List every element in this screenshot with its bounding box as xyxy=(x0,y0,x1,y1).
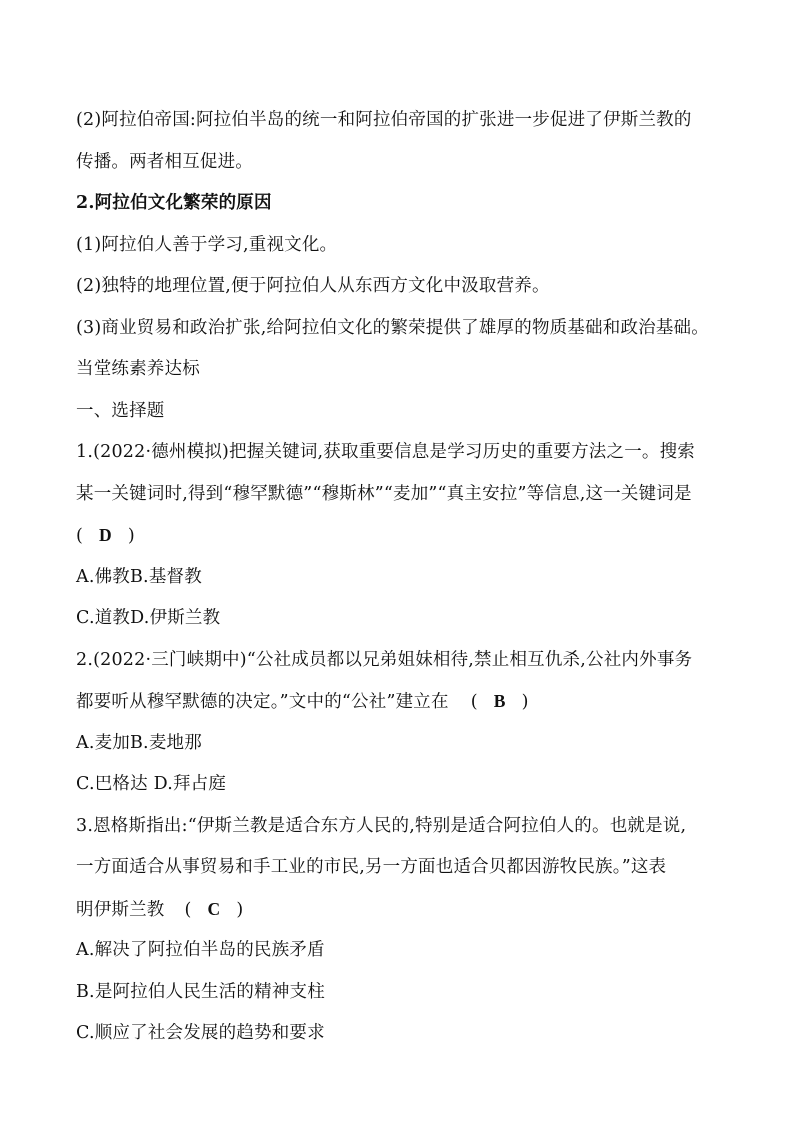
option-line: C.道教D.伊斯兰教 xyxy=(76,608,221,628)
answer-bracket-close: ) xyxy=(236,899,244,920)
list-item: (1)阿拉伯人善于学习,重视文化。 xyxy=(76,234,338,255)
paragraph-line: 传播。两者相互促进。 xyxy=(76,151,253,172)
answer-line xyxy=(76,515,736,557)
option-line: A.佛教B.基督教 xyxy=(76,566,202,587)
answer-bracket-open: ( xyxy=(184,899,192,920)
question-text-line: 某一关键词时,得到“穆罕默德”“穆斯林”“麦加”“真主安拉”等信息,这一关键词是 xyxy=(76,483,692,504)
option-line: A.解决了阿拉伯半岛的民族矛盾 xyxy=(76,940,325,960)
answer-choice: D xyxy=(99,525,112,545)
answer-bracket-open: ( xyxy=(76,526,84,546)
question-text-line: 3.恩格斯指出:“伊斯兰教是适合东方人民的,特别是适合阿拉伯人的。也就是说, xyxy=(76,815,687,836)
list-item: (3)商业贸易和政治扩张,给阿拉伯文化的繁荣提供了雄厚的物质基础和政治基础。 xyxy=(76,317,709,338)
practice-title: 当堂练素养达标 xyxy=(76,359,200,379)
option-line: B.是阿拉伯人民生活的精神支柱 xyxy=(76,981,325,1002)
question-1 xyxy=(76,432,736,640)
answer-bracket-open: ( xyxy=(470,692,478,712)
question-text-line: 2.(2022·三门峡期中)“公社成员都以兄弟姐妹相待,禁止相互仇杀,公社内外事务 xyxy=(76,649,693,670)
answer-choice: B xyxy=(493,691,506,711)
question-last-line: 都要听从穆罕默德的决定。”文中的“公社”建立在 xyxy=(76,692,449,712)
section-heading: 2.阿拉伯文化繁荣的原因 xyxy=(76,193,272,213)
answer-choice: C xyxy=(207,898,221,919)
question-2 xyxy=(76,640,736,806)
question-text-line: 1.(2022·德州模拟)把握关键词,获取重要信息是学习历史的重要方法之一。搜索 xyxy=(76,442,696,462)
option-line: C.顺应了社会发展的趋势和要求 xyxy=(76,1023,325,1043)
document-page xyxy=(76,100,736,1055)
answer-bracket-close: ) xyxy=(521,692,529,712)
question-text-line: 一方面适合从事贸易和手工业的市民,另一方面也适合贝都因游牧民族。”这表 xyxy=(76,857,667,877)
paragraph-line: (2)阿拉伯帝国:阿拉伯半岛的统一和阿拉伯帝国的扩张进一步促进了伊斯兰教的 xyxy=(76,110,692,130)
answer-bracket-close: ) xyxy=(127,526,135,546)
question-text-line xyxy=(76,889,736,931)
list-item: (2)独特的地理位置,便于阿拉伯人从东西方文化中汲取营养。 xyxy=(76,276,550,296)
question-3 xyxy=(76,806,736,1055)
question-last-line: 明伊斯兰教 xyxy=(76,899,165,920)
option-line: A.麦加B.麦地那 xyxy=(76,732,202,753)
practice-subtitle: 一、选择题 xyxy=(76,400,165,421)
question-text-line xyxy=(76,681,736,723)
option-line: C.巴格达 D.拜占庭 xyxy=(76,774,227,794)
